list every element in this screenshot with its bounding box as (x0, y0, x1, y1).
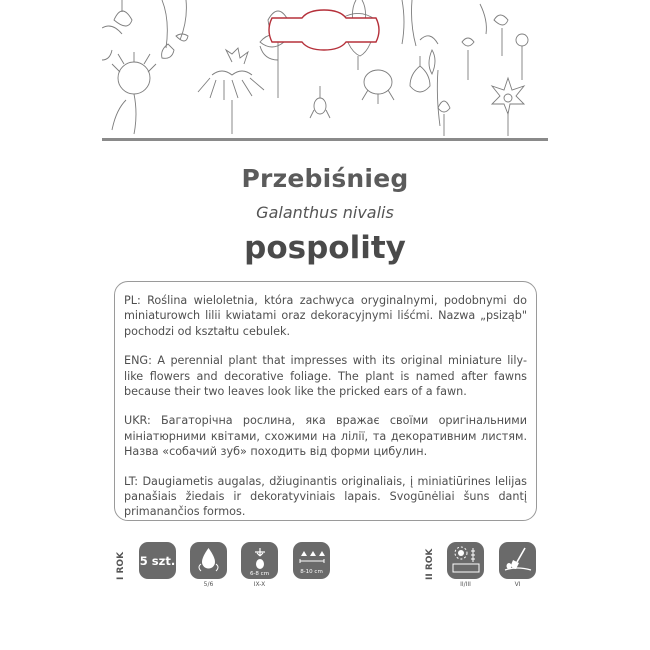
description-ukr: UKR: Багаторічна рослина, яка вражає своїми оригінальними мініатюрними квітами, схожими на лілії, та декоративним листям. Назва «собачий зуб» походить від форми цибулин. (124, 414, 527, 459)
flowering-tile (447, 542, 484, 579)
latin-name-subtitle: Galanthus nivalis (256, 203, 394, 222)
water-drop-icon (190, 542, 227, 579)
spacing-tile (293, 542, 330, 579)
header-divider (102, 138, 548, 141)
planting-depth-tile (241, 542, 278, 579)
shovel-icon (499, 542, 536, 579)
digging-caption: VI (514, 581, 521, 588)
botanical-illustration (102, 0, 548, 138)
common-name-title: Przebiśnieg (241, 164, 409, 193)
planting-depth-value: 6-8 cm (249, 571, 270, 577)
first-year-label: I ROK (116, 551, 126, 580)
quantity-text: 5 szt. (139, 553, 176, 568)
second-year-label: II ROK (425, 548, 435, 580)
quantity-badge (139, 542, 176, 579)
planting-month-caption: IX-X (253, 581, 266, 588)
flowering-calendar-icon (447, 542, 484, 579)
description-pl: PL: Roślina wieloletnia, która zachwyca oryginalnymi, podobnymi do miniaturowch lilii kwiatami oraz dekoracyjnymi liśćmi. Nazwa „psiząb" pochodzi od kształtu cebulek. (124, 294, 527, 338)
description-box (114, 281, 537, 521)
care-icons-row (0, 538, 650, 598)
watering-tile (190, 542, 227, 579)
digging-tile (499, 542, 536, 579)
spacing-value: 8-10 cm (300, 569, 323, 575)
description-eng: ENG: A perennial plant that impresses with its original miniature lily-like flowers and decorative foliage. The plant is named after fawns because their two leaves look like the pricked ears of a fawn. (124, 354, 527, 399)
description-lt: LT: Daugiametis augalas, džiuginantis originaliais, į miniatiūrines lelijas panašiais žiedais ir dekoratyviniais lapais. Svogūnėliai šuns dantį primanančios formos. (124, 474, 527, 519)
variety-name-title: pospolity (244, 230, 406, 266)
flowering-caption: II/III (460, 581, 471, 588)
watering-caption: 5/6 (203, 581, 214, 588)
